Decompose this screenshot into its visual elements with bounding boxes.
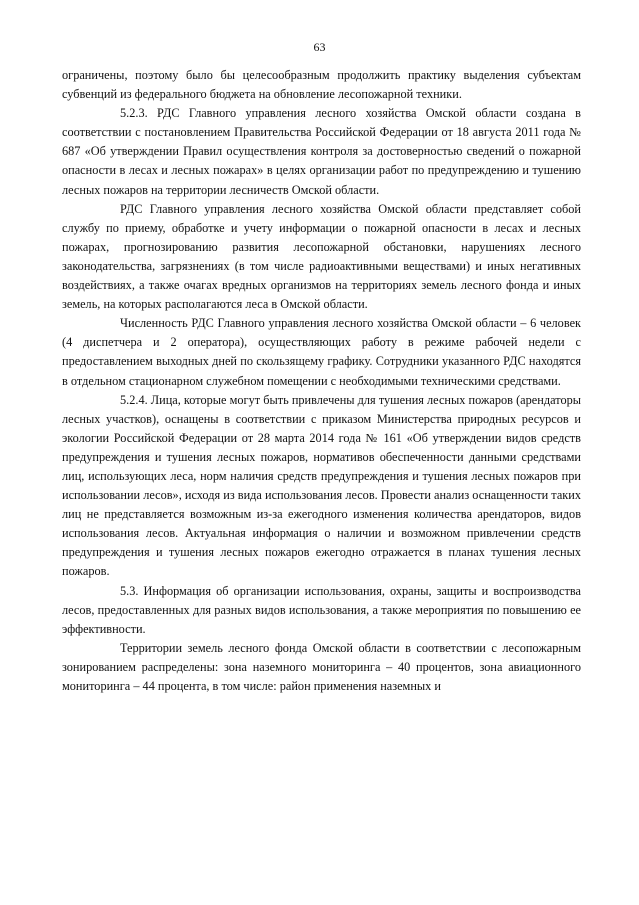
paragraph-rds-description: РДС Главного управления лесного хозяйства Омской области представляет собой службу по приему, обработке и учету информации о пожарной опасности в лесах и лесных пожарах, прогнозированию развития лесопожарной обстановки, нарушениях лесного законодательства, загрязнениях (в том числе радиоактивными веществами) и иных негативных воздействиях, а также очагах вредных организмов на территориях земель лесного фонда и иных земель, на которых располагаются леса в Омской области. — [62, 201, 581, 312]
page-number: 63 — [313, 40, 326, 54]
paragraph-5-3: 5.3. Информация об организации использования, охраны, защиты и воспроизводства лесов, предоставленных для разных видов использования, а также мероприятия по повышению ее эффективности. — [62, 583, 581, 636]
paragraph-5-2-3: 5.2.3. РДС Главного управления лесного хозяйства Омской области создана в соответствии с постановлением Правительства Российской Федерации от 18 августа 2011 года № 687 «Об утверждении Правил осуществления контроля за достоверностью сведений о пожарной опасности в лесах и лесных пожарах» в целях организации работ по предупреждению и тушению лесных пожаров на территории лесничеств Омской области. — [62, 106, 581, 197]
paragraph-zoning: Территории земель лесного фонда Омской области в соответствии с лесопожарным зонированием распределены: зона наземного мониторинга – 40 процентов, зона авиационного мониторинга – 44 процента, в том числе: район применения наземных и — [62, 640, 581, 693]
paragraph-5-2-4: 5.2.4. Лица, которые могут быть привлечены для тушения лесных пожаров (арендаторы лесных участков), оснащены в соответствии с приказом Министерства природных ресурсов и экологии Российской Федерации от 28 марта 2014 года № 161 «Об утверждении видов средств предупреждения и тушения лесных пожаров, нормативов обеспеченности данными средствами лиц, использующих леса, норм наличия средств предупреждения и тушения лесных пожаров при использовании лесов», исходя из вида использования лесов. Провести анализ оснащенности таких лиц не представляется возможным из-за ежегодного изменения количества арендаторов, видов использования лесов. Актуальная информация о наличии и возможном привлечении средств предупреждения и тушения лесных пожаров ежегодно отражается в планах тушения лесных пожаров. — [62, 392, 581, 579]
paragraph-continuation: ограничены, поэтому было бы целесообразным продолжить практику выделения субъектам субвенций из федерального бюджета на обновление лесопожарной техники. — [62, 68, 581, 102]
paragraph-rds-staff: Численность РДС Главного управления лесного хозяйства Омской области – 6 человек (4 диспетчера и 2 оператора), осуществляющих работу в режиме рабочей недели с предоставлением выходных дней по скользящему графику. Сотрудники указанного РДС находятся в отдельном стационарном служебном помещении с необходимыми техническими средствами. — [62, 316, 581, 388]
document-body — [62, 66, 581, 696]
